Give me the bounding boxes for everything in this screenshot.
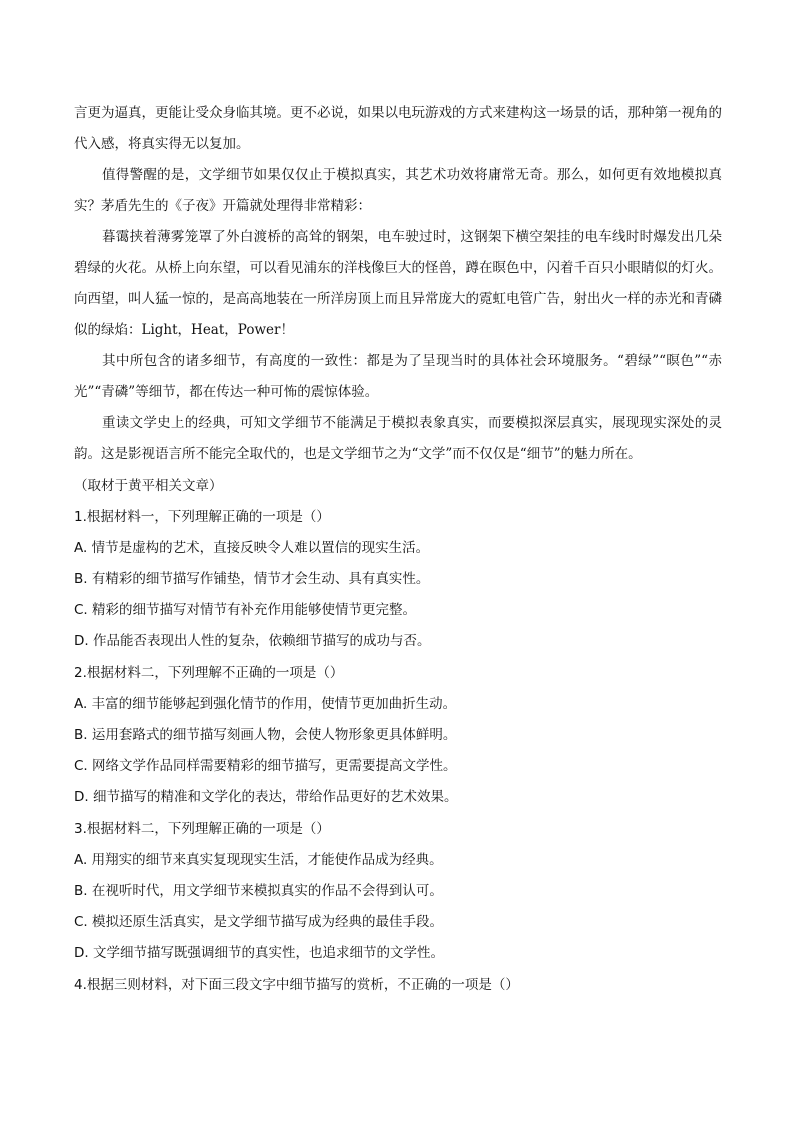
passage-quote-ziye: 暮霭挟着薄雾笼罩了外白渡桥的高耸的钢架，电车驶过时，这钢架下横空架挂的电车线时时爆发出几朵碧绿的火花。从桥上向东望，可以看见浦东的洋栈像巨大的怪兽，蹲在暝色中，闪着千百只小眼睛似的灯火。向西望，叫人猛一惊的，是高高地装在一所洋房顶上而且异常庞大的霓虹电管广告，射出火一样的赤光和青磷似的绿焰：Light，Heat，Power！ bbox=[74, 229, 722, 338]
question-3-option-a[interactable]: A. 用翔实的细节来真实复现现实生活，才能使作品成为经典。 bbox=[74, 852, 443, 868]
question-1-option-b[interactable]: B. 有精彩的细节描写作铺垫，情节才会生动、具有真实性。 bbox=[74, 571, 430, 587]
question-1-option-c[interactable]: C. 精彩的细节描写对情节有补充作用能够使情节更完整。 bbox=[74, 602, 417, 618]
question-2-option-d[interactable]: D. 细节描写的精准和文学化的表达，带给作品更好的艺术效果。 bbox=[74, 789, 458, 805]
question-1-stem: 1.根据材料一，下列理解正确的一项是（） bbox=[74, 509, 330, 525]
question-2-stem: 2.根据材料二，下列理解不正确的一项是（） bbox=[74, 665, 344, 681]
question-1-option-a[interactable]: A. 情节是虚构的艺术，直接反映令人难以置信的现实生活。 bbox=[74, 540, 430, 556]
question-4-stem: 4.根据三则材料，对下面三段文字中细节描写的赏析，不正确的一项是（） bbox=[74, 977, 519, 993]
passage-paragraph-5: 重读文学史上的经典，可知文学细节不能满足于模拟表象真实，而要模拟深层真实，展现现实深处的灵韵。这是影视语言所不能完全取代的，也是文学细节之为“文学”而不仅仅是“细节”的魅力所在。 bbox=[74, 415, 722, 462]
question-2-option-a[interactable]: A. 丰富的细节能够起到强化情节的作用，使情节更加曲折生动。 bbox=[74, 696, 457, 712]
question-2-option-c[interactable]: C. 网络文学作品同样需要精彩的细节描写，更需要提高文学性。 bbox=[74, 758, 457, 774]
question-2-option-b[interactable]: B. 运用套路式的细节描写刻画人物，会使人物形象更具体鲜明。 bbox=[74, 727, 457, 743]
question-3-option-d[interactable]: D. 文学细节描写既强调细节的真实性，也追求细节的文学性。 bbox=[74, 945, 444, 961]
passage-source: （取材于黄平相关文章） bbox=[74, 478, 223, 494]
question-3-stem: 3.根据材料二，下列理解正确的一项是（） bbox=[74, 821, 330, 837]
passage-paragraph-1: 言更为逼真，更能让受众身临其境。更不必说，如果以电玩游戏的方式来建构这一场景的话，那种第一视角的代入感，将真实得无以复加。 bbox=[74, 105, 722, 152]
question-1-option-d[interactable]: D. 作品能否表现出人性的复杂，依赖细节描写的成功与否。 bbox=[74, 633, 431, 649]
passage-paragraph-4: 其中所包含的诸多细节，有高度的一致性：都是为了呈现当时的具体社会环境服务。“碧绿”“暝色”“赤光”“青磷”等细节，都在传达一种可怖的震惊体验。 bbox=[74, 353, 722, 400]
passage-paragraph-2: 值得警醒的是，文学细节如果仅仅止于模拟真实，其艺术功效将庸常无奇。那么，如何更有效地模拟真实？茅盾先生的《子夜》开篇就处理得非常精彩： bbox=[74, 167, 722, 214]
question-3-option-c[interactable]: C. 模拟还原生活真实，是文学细节描写成为经典的最佳手段。 bbox=[74, 914, 444, 930]
question-3-option-b[interactable]: B. 在视听时代，用文学细节来模拟真实的作品不会得到认可。 bbox=[74, 883, 443, 899]
